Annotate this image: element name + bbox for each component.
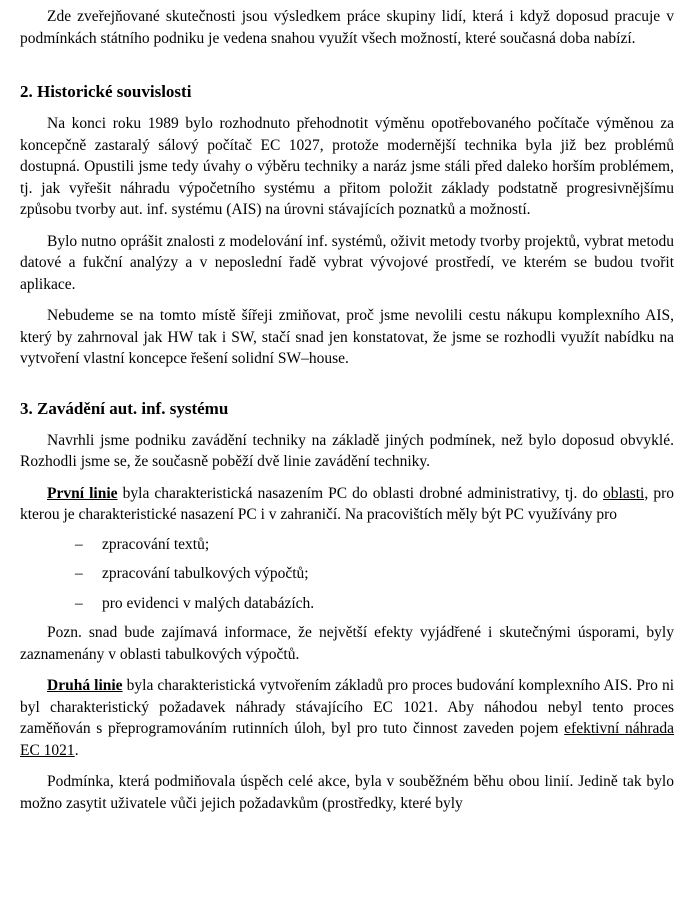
section-2-paragraph-3: Nebudeme se na tomto místě šířeji zmiňovat, proč jsme nevolili cestu nákupu komplexního AIS, který by zahrnoval jak HW tak i SW, stačí snad jen konstatovat, že jsme se rozhodli využít nabídku na vytvoření vlastní koncepce řešení solidní SW–house. (20, 307, 674, 367)
section-3-paragraph-second-line (20, 675, 674, 761)
text-segment: . (74, 741, 79, 759)
list-item-text: zpracování textů; (102, 535, 210, 553)
text-segment: pro kterou je charakteristické nasazení PC i v zahraničí. Na pracovištích měly být PC využívány pro (20, 484, 674, 523)
text-segment: byla charakteristická vytvořením základů pro proces budování komplexního AIS. Pro ni byl charakteristický požadavek náhrady stávajícího EC 1021. Aby náhodou nebyl tento proces zaměňován s přeprogramováním rutinních úloh, byl pro tuto činnost zaveden pojem (20, 677, 674, 737)
section-3-heading: 3. Zavádění aut. inf. systému (20, 398, 229, 418)
term-second-line: Druhá linie (47, 677, 123, 694)
list-item (20, 534, 674, 556)
intro-paragraph: Zde zveřejňované skutečnosti jsou výsledkem práce skupiny lidí, která i když doposud pracuje v podmínkách státního podniku je vedena snahou využít všech možností, které současná doba nabízí. (20, 8, 674, 47)
term-first-line: První linie (47, 484, 118, 502)
section-3-note-paragraph: Pozn. snad bude zajímavá informace, že největší efekty vyjádřené i skutečnými úsporami, byly zaznamenány v oblasti tabulkových výpočtů. (20, 624, 674, 663)
list-item (20, 593, 674, 615)
text-segment: byla charakteristická nasazením PC do oblasti drobné administrativy, tj. do (117, 484, 604, 502)
term-effective-replacement: efektivní náhrada EC 1021 (20, 720, 674, 759)
section-3-paragraph-1: Navrhli jsme podniku zavádění techniky na základě jiných podmínek, než bylo doposud obvyklé. Rozhodli jsme se, že současně poběží dvě linie zavádění techniky. (20, 431, 674, 470)
term-oblasti: oblasti, (603, 484, 649, 502)
section-2-paragraph-1: Na konci roku 1989 bylo rozhodnuto přehodnotit výměnu opotřebovaného počítače výměnou za koncepčně zastaralý sálový počítač EC 1027, protože modernější technika byla již bez problémů dostupná. Opustili jsme tedy úvahy o výběru techniky a naráz jsme stáli před daleko horším problémem, tj. jak vyřešit náhradu výpočetního systému a přitom položit základy podstatně progresivnějšímu způsobu tvorby aut. inf. systému (AIS) na úrovni stávajících poznatků a možností. (20, 115, 674, 218)
list-item-text: pro evidenci v malých databázích. (102, 594, 315, 612)
list-item (20, 563, 674, 585)
dash-marker: – (75, 535, 83, 553)
dash-marker: – (75, 594, 83, 612)
dash-marker: – (75, 565, 83, 582)
section-3-paragraph-first-line (20, 483, 674, 526)
usage-list (20, 534, 674, 615)
list-item-text: zpracování tabulkových výpočtů; (102, 565, 309, 582)
section-3-paragraph-condition: Podmínka, která podmiňovala úspěch celé akce, byla v souběžném běhu obou linií. Jedině tak bylo možno zasytit uživatele vůči jejich požadavkům (prostředky, které byly (20, 773, 674, 812)
section-2-heading: 2. Historické souvislosti (20, 82, 192, 101)
section-2-paragraph-2: Bylo nutno oprášit znalosti z modelování inf. systémů, oživit metody tvorby projektů, vybrat metodu datové a fukční analýzy a v neposlední řadě vybrat vývojové prostředí, ve kterém se budou tvořit aplikace. (20, 232, 674, 293)
